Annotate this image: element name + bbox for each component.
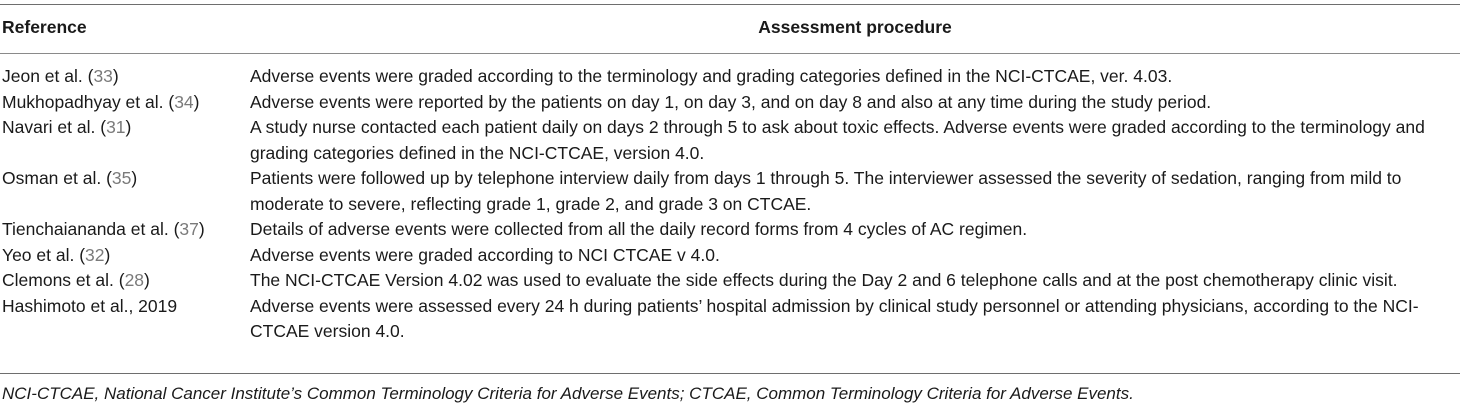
table-body (0, 64, 1460, 345)
table-row (0, 243, 1460, 269)
reference-author: Navari et al. (2, 117, 96, 137)
reference-author: Osman et al. (2, 168, 102, 188)
procedure-cell: A study nurse contacted each patient daily on days 2 through 5 to ask about toxic effects. Adverse events were graded according to the terminology and grading categories defined in the NCI-CTCAE, version 4.0. (250, 117, 1425, 163)
reference-author: Mukhopadhyay et al. (2, 91, 164, 112)
procedure-cell: Patients were followed up by telephone interview daily from days 1 through 5. The interviewer assessed the severity of sedation, ranging from mild to moderate to severe, reflecting grade 1, grade 2, and grade 3 on CTCAE. (250, 168, 1402, 214)
table-row (0, 294, 1460, 345)
citation-link[interactable]: 32 (85, 244, 105, 265)
citation-link[interactable]: 37 (179, 219, 199, 239)
table-row (0, 166, 1460, 217)
procedure-cell: The NCI-CTCAE Version 4.02 was used to evaluate the side effects during the Day 2 and 6 telephone calls and at the post chemotherapy clinic visit. (250, 270, 1398, 290)
reference-author: Yeo et al. (2, 244, 75, 265)
table-row (0, 115, 1460, 166)
reference-cell: Yeo et al. (32) (2, 244, 111, 265)
table-bottom-rule (0, 373, 1460, 374)
reference-cell: Mukhopadhyay et al. (34) (2, 91, 200, 112)
table-header-rule (0, 53, 1460, 54)
reference-author: Clemons et al. (2, 270, 114, 290)
citation-link[interactable]: 31 (106, 117, 126, 137)
procedure-cell: Adverse events were reported by the patients on day 1, on day 3, and on day 8 and also at any time during the study period. (250, 91, 1212, 112)
citation-link[interactable]: 35 (111, 168, 132, 188)
procedure-cell: Details of adverse events were collected from all the daily record forms from 4 cycles of AC regimen. (250, 219, 1028, 239)
table-row (0, 217, 1460, 243)
table-top-rule (0, 4, 1460, 5)
header-reference: Reference (2, 17, 87, 37)
reference-cell: Clemons et al. (28) (2, 270, 150, 290)
reference-author: Tienchaiananda et al. (2, 219, 169, 239)
reference-author: Hashimoto et al., 2019 (2, 295, 178, 316)
citation-link[interactable]: 34 (174, 91, 194, 112)
reference-cell (0, 294, 250, 345)
procedure-cell: Adverse events were assessed every 24 h during patients’ hospital admission by clinical study personnel or attending physicians, according to the NCI-CTCAE version 4.0. (250, 295, 1419, 341)
procedure-cell: Adverse events were graded according to the terminology and grading categories defined in the NCI-CTCAE, ver. 4.03. (250, 66, 1173, 86)
table-row (0, 268, 1460, 294)
table-footnote: NCI-CTCAE, National Cancer Institute’s Common Terminology Criteria for Adverse Events; CTCAE, Common Terminology Criteria for Adverse Events. (2, 384, 1134, 403)
table-row (0, 64, 1460, 90)
reference-cell: Tienchaiananda et al. (37) (2, 219, 205, 239)
citation-link[interactable]: 33 (93, 66, 113, 86)
header-assessment-procedure: Assessment procedure (758, 17, 952, 37)
citation-link[interactable]: 28 (124, 270, 145, 290)
reference-cell: Osman et al. (35) (2, 168, 138, 188)
reference-cell: Jeon et al. (33) (2, 66, 119, 86)
table-row (0, 90, 1460, 116)
procedure-cell: Adverse events were graded according to NCI CTCAE v 4.0. (250, 244, 720, 265)
reference-author: Jeon et al. (2, 66, 83, 86)
reference-cell: Navari et al. (31) (2, 117, 132, 137)
